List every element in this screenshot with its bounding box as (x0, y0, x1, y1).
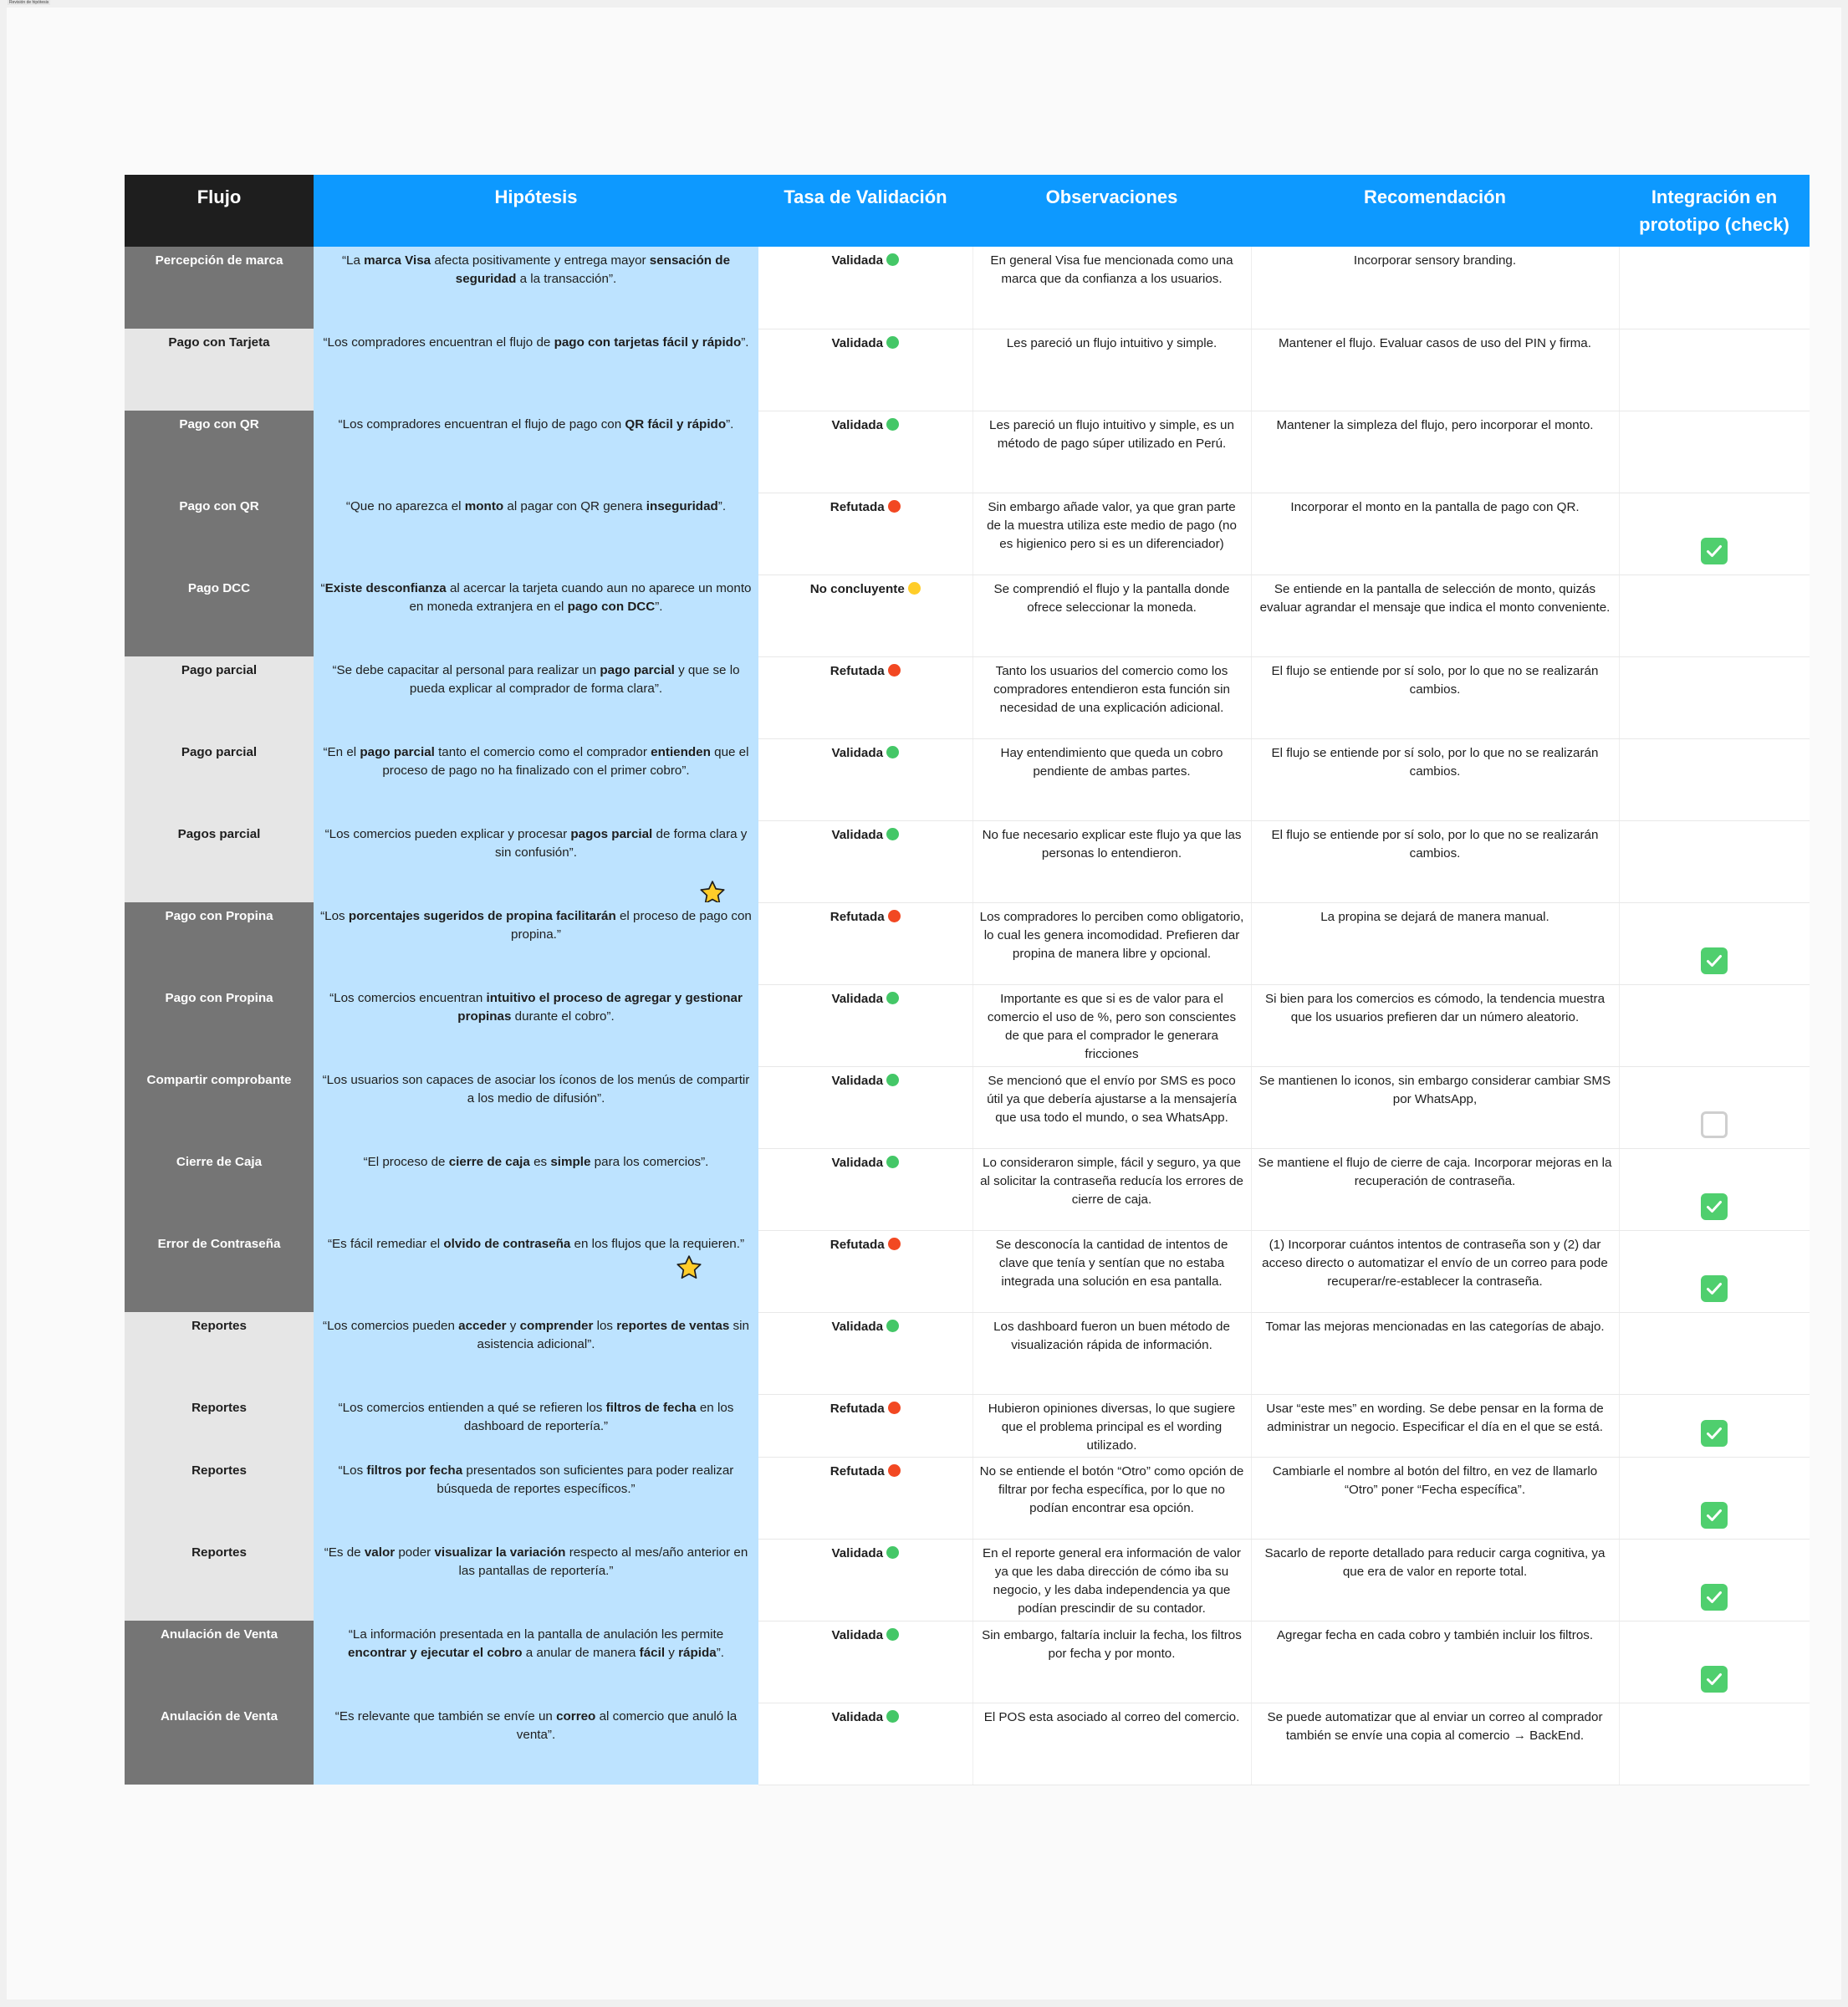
cell-hipotesis[interactable] (314, 984, 758, 1066)
green-circle-icon (886, 992, 899, 1004)
hypothesis-text: “Los (320, 909, 349, 923)
cell-hipotesis[interactable] (314, 329, 758, 411)
hypothesis-text: correo (556, 1709, 596, 1724)
cell-tasa[interactable] (758, 738, 972, 820)
cell-recomendacion[interactable]: (1) Incorporar cuántos intentos de contraseña son y (2) dar acceso directo o automatizar el envío de un correo para pode recuperar/re-establecer la contraseña. (1251, 1230, 1619, 1312)
cell-recomendacion[interactable]: El flujo se entiende por sí solo, por lo que no se realizarán cambios. (1251, 656, 1619, 738)
cell-integracion[interactable] (1619, 247, 1810, 329)
cell-recomendacion[interactable]: Mantener el flujo. Evaluar casos de uso del PIN y firma. (1251, 329, 1619, 411)
header-recomendacion: Recomendación (1251, 175, 1619, 247)
cell-recomendacion[interactable]: Incorporar el monto en la pantalla de pago con QR. (1251, 493, 1619, 575)
table-row (125, 329, 1810, 411)
hypothesis-text: a la transacción”. (516, 272, 617, 286)
hypothesis-text: marca Visa (364, 253, 431, 268)
hypothesis-text: ”. (717, 499, 727, 513)
cell-recomendacion[interactable]: Se puede automatizar que al enviar un correo al comprador también se envíe una copia al comercio → BackEnd. (1251, 1703, 1619, 1785)
hypothesis-text: simple (550, 1155, 591, 1169)
red-circle-icon (888, 1402, 901, 1414)
hypothesis-text: tanto el comercio como el comprador (434, 745, 651, 759)
cell-tasa[interactable] (758, 1539, 972, 1621)
header-hipotesis: Hipótesis (314, 175, 758, 247)
cell-tasa[interactable] (758, 1312, 972, 1394)
hypothesis-text: a anular de manera (522, 1646, 640, 1660)
hypothesis-text: ”. (741, 335, 749, 350)
cell-integracion[interactable] (1619, 329, 1810, 411)
cell-flujo[interactable]: Compartir comprobante (125, 1066, 314, 1148)
yellow-circle-icon (908, 582, 921, 595)
cell-observaciones[interactable]: Los compradores lo perciben como obligatorio, lo cual les genera incomodidad. Prefieren dar propina de manera libre y opcional. (972, 902, 1251, 984)
cell-flujo[interactable]: Pago con QR (125, 411, 314, 493)
hypothesis-text: porcentajes sugeridos de propina facilitarán (348, 909, 616, 923)
cell-hipotesis[interactable] (314, 1539, 758, 1621)
hypothesis-text: acceder (458, 1319, 507, 1333)
status-label: Validada (831, 1155, 884, 1170)
table-row (125, 1539, 1810, 1621)
status-label: Refutada (830, 909, 885, 924)
red-circle-icon (888, 664, 901, 677)
cell-flujo[interactable]: Pago parcial (125, 738, 314, 820)
cell-observaciones[interactable]: Los dashboard fueron un buen método de visualización rápida de información. (972, 1312, 1251, 1394)
cell-observaciones[interactable]: Tanto los usuarios del comercio como los compradores entendieron esta función sin necesidad de una explicación adicional. (972, 656, 1251, 738)
cell-hipotesis[interactable] (314, 1394, 758, 1457)
table-row (125, 1312, 1810, 1394)
cell-observaciones[interactable]: Hay entendimiento que queda un cobro pendiente de ambas partes. (972, 738, 1251, 820)
hypothesis-text: ”. (655, 600, 663, 614)
cell-observaciones[interactable]: En el reporte general era información de valor ya que les daba dirección de cómo iba su negocio, y les daba independencia ya que podían prescindir de su contador. (972, 1539, 1251, 1621)
hypothesis-text: para los comercios”. (590, 1155, 709, 1169)
cell-tasa[interactable] (758, 820, 972, 902)
hypothesis-text: monto (464, 499, 504, 513)
cell-observaciones[interactable]: Se comprendió el flujo y la pantalla donde ofrece seleccionar la moneda. (972, 575, 1251, 656)
cell-recomendacion[interactable]: La propina se dejará de manera manual. (1251, 902, 1619, 984)
green-circle-icon (886, 418, 899, 431)
cell-recomendacion[interactable]: Tomar las mejoras mencionadas en las categorías de abajo. (1251, 1312, 1619, 1394)
table-row (125, 1230, 1810, 1312)
cell-flujo[interactable]: Percepción de marca (125, 247, 314, 329)
cell-integracion[interactable] (1619, 1703, 1810, 1785)
hypothesis-text: filtros de fecha (605, 1401, 697, 1415)
cell-hipotesis[interactable] (314, 1148, 758, 1230)
table-row (125, 411, 1810, 493)
hypothesis-text: pago con DCC (567, 600, 656, 614)
status-label: Refutada (830, 663, 885, 678)
hypothesis-text: “Que no aparezca el (345, 499, 465, 513)
table-row (125, 738, 1810, 820)
table-row (125, 902, 1810, 984)
hypothesis-text: “La (341, 253, 365, 268)
hypothesis-text: inseguridad (646, 499, 718, 513)
cell-integracion[interactable] (1619, 1230, 1810, 1312)
hypothesis-text: pago parcial (360, 745, 435, 759)
cell-integracion[interactable] (1619, 1148, 1810, 1230)
red-circle-icon (888, 1238, 901, 1250)
green-circle-icon (886, 1320, 899, 1332)
status-label: Refutada (830, 1463, 885, 1478)
cell-hipotesis[interactable] (314, 1230, 758, 1312)
cell-integracion[interactable] (1619, 656, 1810, 738)
cell-hipotesis[interactable] (314, 820, 758, 902)
cell-tasa[interactable] (758, 1394, 972, 1457)
red-circle-icon (888, 1464, 901, 1477)
cell-hipotesis[interactable] (314, 1621, 758, 1703)
status-label: Validada (831, 1545, 884, 1560)
cell-recomendacion[interactable]: Agregar fecha en cada cobro y también incluir los filtros. (1251, 1621, 1619, 1703)
green-circle-icon (886, 336, 899, 349)
cell-integracion[interactable] (1619, 738, 1810, 820)
status-label: Refutada (830, 1401, 885, 1416)
cell-recomendacion[interactable]: Mantener la simpleza del flujo, pero incorporar el monto. (1251, 411, 1619, 493)
hypothesis-text: rápida (678, 1646, 717, 1660)
hypothesis-text: el proceso de pago con propina.” (511, 909, 752, 942)
cell-flujo[interactable]: Pago DCC (125, 575, 314, 656)
table-row (125, 1621, 1810, 1703)
cell-hipotesis[interactable] (314, 411, 758, 493)
hypothesis-text: en los flujos que la requieren.” (570, 1237, 745, 1251)
cell-integracion[interactable] (1619, 902, 1810, 984)
hypothesis-text: Existe desconfianza (324, 581, 447, 595)
hypothesis-text: cierre de caja (448, 1155, 530, 1169)
hypothesis-text: y (665, 1646, 679, 1660)
status-label: Validada (831, 335, 884, 350)
green-circle-icon (886, 1156, 899, 1168)
cell-flujo[interactable]: Reportes (125, 1312, 314, 1394)
cell-observaciones[interactable]: Sin embargo, faltaría incluir la fecha, los filtros por fecha y por monto. (972, 1621, 1251, 1703)
cell-flujo[interactable]: Reportes (125, 1394, 314, 1457)
cell-tasa[interactable] (758, 493, 972, 575)
table-row (125, 1148, 1810, 1230)
hypothesis-text: encontrar y ejecutar el cobro (348, 1646, 523, 1660)
checkbox-checked-icon[interactable] (1701, 1584, 1728, 1611)
cell-recomendacion[interactable]: Se mantiene el flujo de cierre de caja. Incorporar mejoras en la recuperación de contraseña. (1251, 1148, 1619, 1230)
cell-observaciones[interactable]: Importante es que si es de valor para el comercio el uso de %, pero son conscientes de que para el comprador le generara fricciones (972, 984, 1251, 1066)
header-observaciones: Observaciones (972, 175, 1251, 247)
green-circle-icon (886, 1546, 899, 1559)
checkbox-checked-icon[interactable] (1701, 1275, 1728, 1302)
status-label: Validada (831, 1627, 884, 1642)
cell-hipotesis[interactable] (314, 1312, 758, 1394)
hypothesis-text: al comercio que anuló la venta”. (516, 1709, 738, 1742)
hypothesis-table (125, 175, 1810, 1785)
hypothesis-text: pago con tarjetas fácil y rápido (554, 335, 742, 350)
cell-recomendacion[interactable]: El flujo se entiende por sí solo, por lo que no se realizarán cambios. (1251, 738, 1619, 820)
table-row (125, 820, 1810, 902)
checkbox-checked-icon[interactable] (1701, 1502, 1728, 1529)
cell-tasa[interactable] (758, 656, 972, 738)
table-row (125, 984, 1810, 1066)
cell-tasa[interactable] (758, 247, 972, 329)
hypothesis-text: entienden (651, 745, 711, 759)
cell-tasa[interactable] (758, 329, 972, 411)
cell-observaciones[interactable]: Hubieron opiniones diversas, lo que sugiere que el problema principal es el wording utilizado. (972, 1394, 1251, 1457)
hypothesis-text: comprender (519, 1319, 594, 1333)
checkbox-checked-icon[interactable] (1701, 1420, 1728, 1447)
table-row (125, 575, 1810, 656)
hypothesis-text: “Es relevante que también se envíe un (334, 1709, 557, 1724)
hypothesis-text: “Los comercios entienden a qué se refieren los (338, 1401, 606, 1415)
cell-observaciones[interactable]: No fue necesario explicar este flujo ya que las personas lo entendieron. (972, 820, 1251, 902)
hypothesis-text: olvido de contraseña (443, 1237, 571, 1251)
cell-flujo[interactable]: Pago con QR (125, 493, 314, 575)
hypothesis-text: “La información presentada en la pantalla de anulación les permite (348, 1627, 724, 1642)
cell-observaciones[interactable]: En general Visa fue mencionada como una marca que da confianza a los usuarios. (972, 247, 1251, 329)
cell-integracion[interactable] (1619, 1539, 1810, 1621)
hypothesis-text: los (593, 1319, 617, 1333)
header-flujo: Flujo (125, 175, 314, 247)
hypothesis-text: pagos parcial (570, 827, 653, 841)
cell-tasa[interactable] (758, 1457, 972, 1539)
hypothesis-text: “Se debe capacitar al personal para realizar un (332, 663, 600, 677)
cell-flujo[interactable]: Pago con Tarjeta (125, 329, 314, 411)
hypothesis-text: poder (395, 1545, 435, 1560)
status-label: Validada (831, 1073, 884, 1088)
hypothesis-text: al pagar con QR genera (503, 499, 646, 513)
cell-integracion[interactable] (1619, 411, 1810, 493)
hypothesis-text: “Los compradores encuentran el flujo de pago con (338, 417, 625, 432)
table-row (125, 247, 1810, 329)
checkbox-checked-icon[interactable] (1701, 1666, 1728, 1693)
hypothesis-text: durante el cobro”. (511, 1009, 615, 1024)
checkbox-checked-icon[interactable] (1701, 947, 1728, 974)
cell-integracion[interactable] (1619, 1312, 1810, 1394)
red-circle-icon (888, 500, 901, 513)
hypothesis-text: respecto al mes/año anterior en las pantallas de reportería.” (458, 1545, 748, 1578)
cell-flujo[interactable]: Cierre de Caja (125, 1148, 314, 1230)
hypothesis-text: fácil (639, 1646, 666, 1660)
cell-integracion[interactable] (1619, 493, 1810, 575)
table-row (125, 1457, 1810, 1539)
cell-observaciones[interactable]: El POS esta asociado al correo del comercio. (972, 1703, 1251, 1785)
hypothesis-text: “ (320, 581, 325, 595)
table-row (125, 656, 1810, 738)
frame-label[interactable]: Revisión de hipótesis (9, 0, 49, 5)
cell-flujo[interactable]: Pagos parcial (125, 820, 314, 902)
cell-integracion[interactable] (1619, 1621, 1810, 1703)
cell-observaciones[interactable]: Se mencionó que el envío por SMS es poco útil ya que debería ajustarse a la mensajería que usa todo el mundo, o sea WhatsApp. (972, 1066, 1251, 1148)
cell-hipotesis[interactable] (314, 575, 758, 656)
hypothesis-text: “Los compradores encuentran el flujo de (323, 335, 554, 350)
cell-recomendacion[interactable]: Incorporar sensory branding. (1251, 247, 1619, 329)
status-label: Validada (831, 827, 884, 842)
hypothesis-text: visualizar la variación (434, 1545, 566, 1560)
hypothesis-text: “Es de (324, 1545, 365, 1560)
cell-hipotesis[interactable] (314, 1703, 758, 1785)
table-row (125, 1703, 1810, 1785)
cell-integracion[interactable] (1619, 1066, 1810, 1148)
hypothesis-text: y (506, 1319, 520, 1333)
cell-tasa[interactable] (758, 1066, 972, 1148)
cell-integracion[interactable] (1619, 1457, 1810, 1539)
cell-flujo[interactable]: Pago con Propina (125, 984, 314, 1066)
cell-tasa[interactable] (758, 1230, 972, 1312)
cell-integracion[interactable] (1619, 1394, 1810, 1457)
hypothesis-text: “Los (338, 1463, 367, 1478)
hypothesis-text: presentados son suficientes para poder realizar búsqueda de reportes específicos.” (436, 1463, 734, 1496)
table-row (125, 1394, 1810, 1457)
hypothesis-text: es (529, 1155, 551, 1169)
cell-observaciones[interactable]: Lo consideraron simple, fácil y seguro, ya que al solicitar la contraseña reducía los errores de cierre de caja. (972, 1148, 1251, 1230)
hypothesis-text: intuitivo el proceso de agregar y gestionar propinas (457, 991, 743, 1024)
hypothesis-text: reportes de ventas (616, 1319, 730, 1333)
hypothesis-text: de forma clara y sin confusión”. (495, 827, 748, 860)
hypothesis-text: filtros por fecha (366, 1463, 463, 1478)
table-row (125, 493, 1810, 575)
cell-recomendacion[interactable]: Si bien para los comercios es cómodo, la tendencia muestra que los usuarios prefieren dar un número aleatorio. (1251, 984, 1619, 1066)
cell-flujo[interactable]: Error de Contraseña (125, 1230, 314, 1312)
cell-recomendacion[interactable]: Sacarlo de reporte detallado para reducir carga cognitiva, ya que era de valor en reporte total. (1251, 1539, 1619, 1621)
hypothesis-text: al acercar la tarjeta cuando aun no aparece un monto en moneda extranjera en el (409, 581, 752, 614)
cell-observaciones[interactable]: Les pareció un flujo intuitivo y simple, es un método de pago súper utilizado en Perú. (972, 411, 1251, 493)
cell-recomendacion[interactable]: El flujo se entiende por sí solo, por lo que no se realizarán cambios. (1251, 820, 1619, 902)
green-circle-icon (886, 1710, 899, 1723)
hypothesis-text: “Los usuarios son capaces de asociar los íconos de los menús de compartir a los medio de difusión”. (322, 1073, 750, 1106)
green-circle-icon (886, 253, 899, 266)
cell-integracion[interactable] (1619, 575, 1810, 656)
hypothesis-text: “En el (323, 745, 360, 759)
hypothesis-text: que el proceso de pago no ha finalizado con el primer cobro”. (382, 745, 749, 778)
green-circle-icon (886, 1628, 899, 1641)
cell-hipotesis[interactable] (314, 1066, 758, 1148)
cell-hipotesis[interactable] (314, 1457, 758, 1539)
hypothesis-text: “Los comercios encuentran (329, 991, 487, 1005)
checkbox-checked-icon[interactable] (1701, 538, 1728, 564)
cell-hipotesis[interactable] (314, 493, 758, 575)
cell-tasa[interactable] (758, 902, 972, 984)
hypothesis-text: pago parcial (600, 663, 675, 677)
header-integracion: Integración en prototipo (check) (1619, 175, 1810, 247)
cell-tasa[interactable] (758, 575, 972, 656)
cell-tasa[interactable] (758, 1621, 972, 1703)
status-label: Refutada (830, 1237, 885, 1252)
status-label: Validada (831, 745, 884, 760)
cell-recomendacion[interactable]: Usar “este mes” en wording. Se debe pensar en la forma de administrar un negocio. Especificar el día en el que se está. (1251, 1394, 1619, 1457)
hypothesis-text: “Los comercios pueden (323, 1319, 459, 1333)
hypothesis-text: “El proceso de (363, 1155, 449, 1169)
cell-tasa[interactable] (758, 1148, 972, 1230)
header-tasa: Tasa de Validación (758, 175, 972, 247)
cell-tasa[interactable] (758, 1703, 972, 1785)
cell-flujo[interactable]: Reportes (125, 1457, 314, 1539)
header-row (125, 175, 1810, 247)
cell-tasa[interactable] (758, 984, 972, 1066)
hypothesis-text: QR fácil y rápido (625, 417, 727, 432)
status-label: Validada (831, 253, 884, 268)
hypothesis-text: sensación de seguridad (455, 253, 731, 286)
cell-observaciones[interactable]: Sin embargo añade valor, ya que gran parte de la muestra utiliza este medio de pago (no es higienico pero si es un diferenciador) (972, 493, 1251, 575)
status-label: No concluyente (809, 581, 905, 596)
cell-hipotesis[interactable] (314, 738, 758, 820)
hypothesis-text: ”. (726, 417, 734, 432)
status-label: Validada (831, 991, 884, 1006)
cell-flujo[interactable]: Anulación de Venta (125, 1703, 314, 1785)
cell-flujo[interactable]: Pago con Propina (125, 902, 314, 984)
red-circle-icon (888, 910, 901, 922)
hypothesis-text: “Los comercios pueden explicar y procesar (324, 827, 571, 841)
cell-recomendacion[interactable]: Cambiarle el nombre al botón del filtro, en vez de llamarlo “Otro” poner “Fecha específica”. (1251, 1457, 1619, 1539)
cell-recomendacion[interactable]: Se mantienen lo iconos, sin embargo considerar cambiar SMS por WhatsApp, (1251, 1066, 1619, 1148)
cell-flujo[interactable]: Reportes (125, 1539, 314, 1621)
cell-integracion[interactable] (1619, 820, 1810, 902)
hypothesis-text: sin asistencia adicional”. (477, 1319, 749, 1351)
green-circle-icon (886, 746, 899, 758)
status-label: Validada (831, 1319, 884, 1334)
checkbox-checked-icon[interactable] (1701, 1193, 1728, 1220)
hypothesis-text: en los dashboard de reportería.” (463, 1401, 734, 1433)
hypothesis-text: ”. (716, 1646, 724, 1660)
green-circle-icon (886, 828, 899, 840)
table-body (125, 247, 1810, 1785)
cell-flujo[interactable]: Anulación de Venta (125, 1621, 314, 1703)
cell-observaciones[interactable]: Se desconocía la cantidad de intentos de clave que tenía y sentían que no estaba integrada una solución en esa pantalla. (972, 1230, 1251, 1312)
hypothesis-text: valor (364, 1545, 396, 1560)
cell-recomendacion[interactable]: Se entiende en la pantalla de selección de monto, quizás evaluar agrandar el mensaje que indica el monto conveniente. (1251, 575, 1619, 656)
status-label: Validada (831, 417, 884, 432)
cell-tasa[interactable] (758, 411, 972, 493)
status-label: Validada (831, 1709, 884, 1724)
cell-hipotesis[interactable] (314, 656, 758, 738)
hypothesis-text: y que se lo pueda explicar al comprador de forma clara”. (409, 663, 740, 696)
status-label: Refutada (830, 499, 885, 514)
cell-observaciones[interactable]: No se entiende el botón “Otro” como opción de filtrar por fecha específica, por lo que no podían encontrar esa opción. (972, 1457, 1251, 1539)
star-icon[interactable] (675, 1254, 703, 1282)
cell-hipotesis[interactable] (314, 247, 758, 329)
cell-integracion[interactable] (1619, 984, 1810, 1066)
checkbox-unchecked-icon[interactable] (1701, 1111, 1728, 1138)
cell-hipotesis[interactable] (314, 902, 758, 984)
table-row (125, 1066, 1810, 1148)
green-circle-icon (886, 1074, 899, 1086)
cell-observaciones[interactable]: Les pareció un flujo intuitivo y simple. (972, 329, 1251, 411)
hypothesis-text: “Es fácil remediar el (327, 1237, 444, 1251)
hypothesis-text: afecta positivamente y entrega mayor (431, 253, 650, 268)
cell-flujo[interactable]: Pago parcial (125, 656, 314, 738)
